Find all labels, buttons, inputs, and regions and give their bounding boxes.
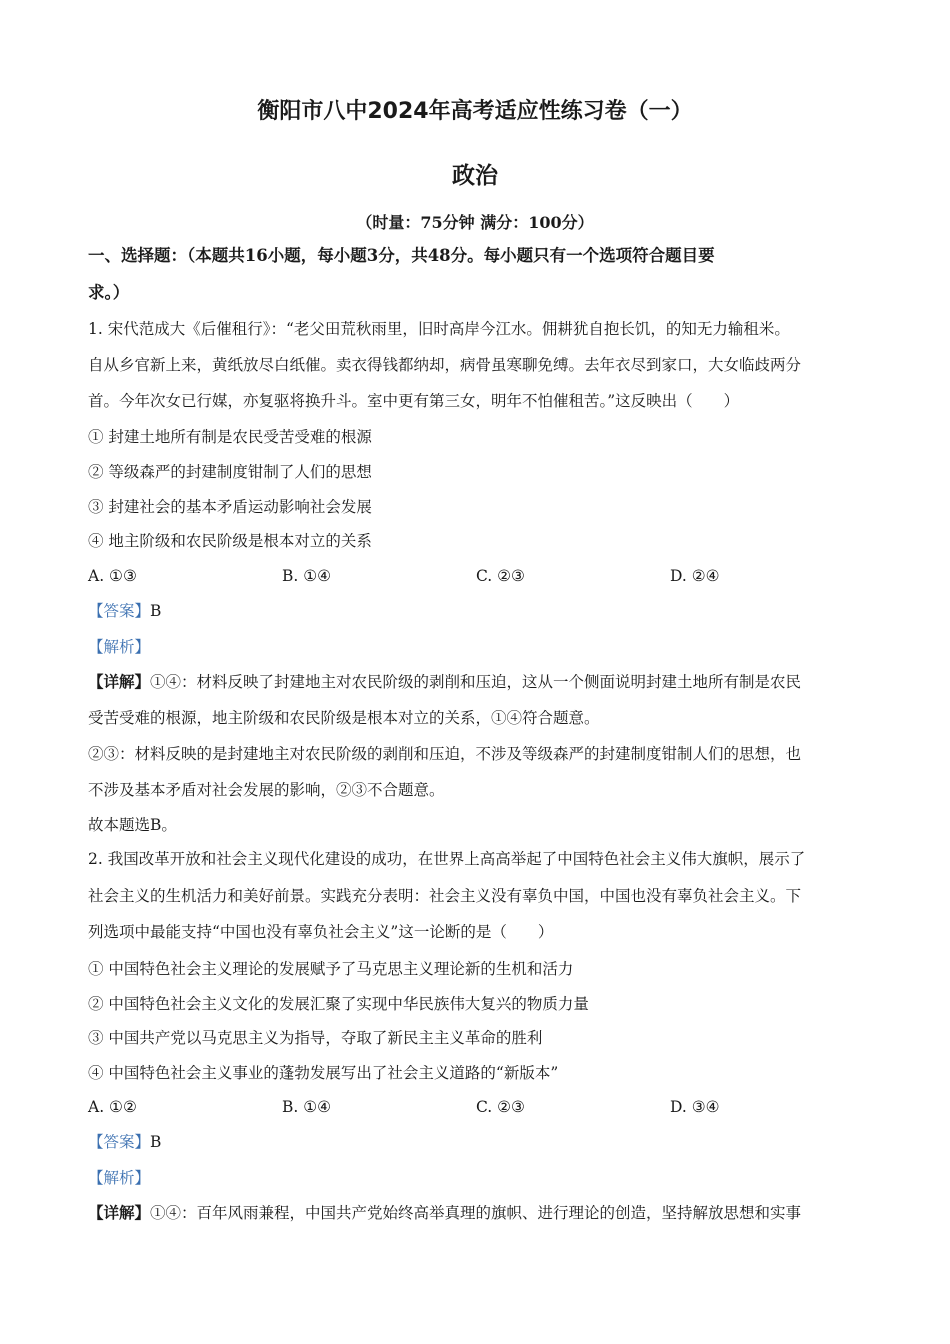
subject-title: 政治: [452, 163, 498, 189]
section-heading-line2: 求。）: [88, 283, 130, 302]
detail-text: ①④：材料反映了封建地主对农民阶级的剥削和压迫，这从一个侧面说明封建土地所有制是农民: [150, 673, 802, 691]
q1-detail-line: [88, 672, 868, 692]
detail-text: ①④：百年风雨兼程，中国共产党始终高举真理的旗帜、进行理论的创造，坚持解放思想和实事: [150, 1204, 802, 1222]
detail-tag: 【详解】: [88, 1203, 151, 1222]
q2-option-d: D. ③④: [670, 1098, 720, 1116]
q2-statement: ③ 中国共产党以马克思主义为指导，夺取了新民主主义革命的胜利: [88, 1029, 543, 1047]
analysis-tag: 【解析】: [88, 1169, 151, 1187]
q1-option-b: B. ①④: [282, 567, 332, 585]
q2-stem-line: 2. 我国改革开放和社会主义现代化建设的成功，在世界上高高举起了中国特色社会主义伟大旗帜，展示了: [88, 850, 806, 868]
time-info: （时量：75分钟 满分：100分）: [356, 213, 594, 232]
q1-stem-line: 首。今年次女已行媒，亦复驱将换升斗。室中更有第三女，明年不怕催租苦。”这反映出（ ）: [88, 392, 740, 410]
detail-tag: 【详解】: [88, 672, 151, 691]
section-heading-line1: 一、选择题：（本题共16小题，每小题3分，共48分。每小题只有一个选项符合题目要: [88, 246, 715, 265]
q1-option-a: A. ①③: [88, 567, 137, 585]
q1-answer-row: [88, 601, 868, 621]
q2-statement: ① 中国特色社会主义理论的发展赋予了马克思主义理论新的生机和活力: [88, 960, 574, 978]
q2-statement: ④ 中国特色社会主义事业的蓬勃发展写出了社会主义道路的“新版本”: [88, 1064, 559, 1082]
q1-statement: ④ 地主阶级和农民阶级是根本对立的关系: [88, 532, 372, 550]
answer-tag: 【答案】: [88, 602, 151, 620]
q1-option-c: C. ②③: [476, 567, 525, 585]
exam-title: 衡阳市八中2024年高考适应性练习卷（一）: [257, 99, 693, 124]
q2-option-c: C. ②③: [476, 1098, 525, 1116]
q2-option-a: A. ①②: [88, 1098, 137, 1116]
answer-value: B: [150, 602, 162, 620]
q1-detail-line: 受苦受难的根源，地主阶级和农民阶级是根本对立的关系，①④符合题意。: [88, 709, 600, 727]
q1-detail-line: ②③：材料反映的是封建地主对农民阶级的剥削和压迫，不涉及等级森严的封建制度钳制人们的思想，也: [88, 745, 802, 763]
q1-statement: ① 封建土地所有制是农民受苦受难的根源: [88, 428, 372, 446]
q1-conclusion: 故本题选B。: [88, 816, 177, 834]
q2-statement: ② 中国特色社会主义文化的发展汇聚了实现中华民族伟大复兴的物质力量: [88, 995, 589, 1013]
q1-statement: ③ 封建社会的基本矛盾运动影响社会发展: [88, 498, 372, 516]
q2-stem-line: 社会主义的生机活力和美好前景。实践充分表明：社会主义没有辜负中国，中国也没有辜负社会主义。下: [88, 887, 802, 905]
q1-stem-line: 自从乡官新上来，黄纸放尽白纸催。卖衣得钱都纳却，病骨虽寒聊免缚。去年衣尽到家口，大女临歧两分: [88, 356, 802, 374]
q2-detail-line: [88, 1203, 868, 1223]
q1-option-d: D. ②④: [670, 567, 720, 585]
q1-statement: ② 等级森严的封建制度钳制了人们的思想: [88, 463, 372, 481]
answer-tag: 【答案】: [88, 1133, 151, 1151]
answer-value: B: [150, 1133, 162, 1151]
analysis-tag: 【解析】: [88, 638, 151, 656]
q1-stem-line: 1. 宋代范成大《后催租行》：“老父田荒秋雨里，旧时高岸今江水。佣耕犹自抱长饥，的知无力输租米。: [88, 320, 790, 338]
q2-answer-row: [88, 1132, 868, 1152]
q2-stem-line: 列选项中最能支持“中国也没有辜负社会主义”这一论断的是（ ）: [88, 923, 554, 941]
q1-detail-line: 不涉及基本矛盾对社会发展的影响，②③不合题意。: [88, 781, 445, 799]
q2-option-b: B. ①④: [282, 1098, 332, 1116]
